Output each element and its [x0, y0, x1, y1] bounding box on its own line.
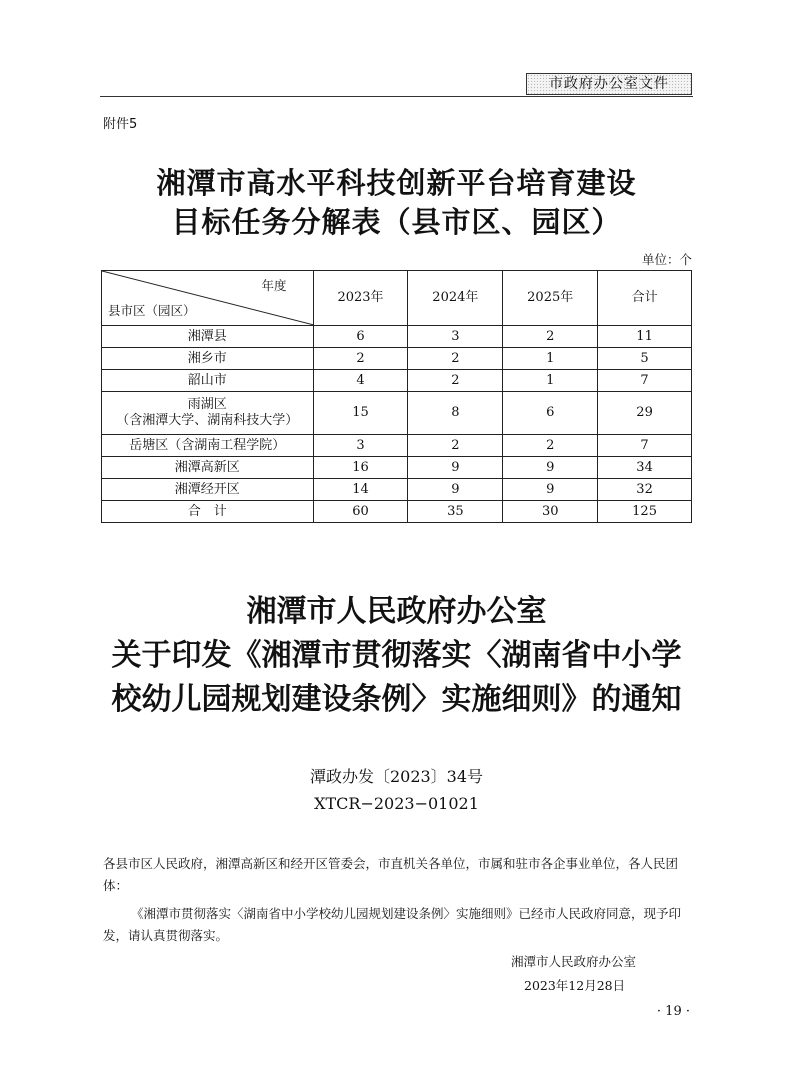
table-total-row — [102, 501, 692, 523]
cell-value: 35 — [408, 501, 503, 523]
cell-value: 1 — [503, 370, 598, 392]
cell-value: 32 — [598, 479, 692, 501]
cell-value: 60 — [313, 501, 408, 523]
cell-value: 11 — [598, 326, 692, 348]
cell-value: 15 — [313, 392, 408, 435]
cell-value: 2 — [503, 326, 598, 348]
cell-value: 5 — [598, 348, 692, 370]
row-name: 湘乡市 — [102, 348, 314, 370]
doc2-title-line2: 关于印发《湘潭市贯彻落实〈湖南省中小学 — [111, 638, 682, 673]
doc2-title-line3: 校幼儿园规划建设条例〉实施细则》的通知 — [111, 682, 682, 717]
table-row — [102, 457, 692, 479]
row-name-line2: （含湘潭大学、湖南科技大学） — [116, 413, 299, 428]
cell-value: 7 — [598, 435, 692, 457]
cell-value: 30 — [503, 501, 598, 523]
cell-value: 34 — [598, 457, 692, 479]
header-badge: 市政府办公室文件 — [526, 73, 692, 95]
cell-value: 1 — [503, 348, 598, 370]
corner-year-label: 年度 — [261, 278, 287, 293]
cell-value: 3 — [313, 435, 408, 457]
cell-value: 8 — [408, 392, 503, 435]
column-header: 2023年 — [313, 271, 408, 326]
row-name: 韶山市 — [102, 370, 314, 392]
signature-issuer: 湘潭市人民政府办公室 — [511, 954, 637, 969]
cell-value: 9 — [408, 457, 503, 479]
row-name: 湘潭高新区 — [102, 457, 314, 479]
cell-value: 2 — [408, 370, 503, 392]
cell-value: 6 — [313, 326, 408, 348]
cell-value: 9 — [408, 479, 503, 501]
table-row — [102, 348, 692, 370]
addressee-paragraph: 各县市区人民政府，湘潭高新区和经开区管委会，市直机关各单位，市属和驻市各企事业单位，各人民团体： — [103, 856, 679, 893]
cell-value: 2 — [313, 348, 408, 370]
cell-value: 2 — [503, 435, 598, 457]
page-number: · 19 · — [656, 1004, 690, 1019]
table-row — [102, 326, 692, 348]
doc1-title-line1: 湘潭市高水平科技创新平台培育建设 — [156, 166, 637, 200]
cell-value: 2 — [408, 435, 503, 457]
doc2-title-line1: 湘潭市人民政府办公室 — [246, 594, 547, 629]
signature-date: 2023年12月28日 — [524, 978, 626, 993]
registration-number: XTCR−2023−01021 — [314, 794, 479, 813]
cell-value: 16 — [313, 457, 408, 479]
row-name: 岳塘区（含湖南工程学院） — [102, 435, 314, 457]
header-divider — [100, 96, 693, 97]
column-header: 2024年 — [408, 271, 503, 326]
table-row — [102, 435, 692, 457]
table-corner-cell — [102, 271, 314, 326]
doc1-title-line2: 目标任务分解表（县市区、园区） — [171, 205, 622, 239]
cell-value: 9 — [503, 479, 598, 501]
table-row — [102, 392, 692, 435]
cell-value: 14 — [313, 479, 408, 501]
table-row — [102, 479, 692, 501]
unit-label: 单位：个 — [641, 252, 692, 267]
row-name — [102, 392, 314, 435]
cell-value: 9 — [503, 457, 598, 479]
row-name: 湘潭县 — [102, 326, 314, 348]
document-number: 潭政办发〔2023〕34号 — [309, 767, 484, 786]
attachment-label: 附件5 — [103, 117, 138, 132]
row-name: 湘潭经开区 — [102, 479, 314, 501]
cell-value: 29 — [598, 392, 692, 435]
table-header-row — [102, 271, 692, 326]
corner-district-label: 县市区（园区） — [108, 303, 196, 318]
cell-value: 7 — [598, 370, 692, 392]
cell-value: 6 — [503, 392, 598, 435]
target-table — [101, 270, 692, 523]
column-header: 合计 — [598, 271, 692, 326]
cell-value: 125 — [598, 501, 692, 523]
table-row — [102, 370, 692, 392]
row-name-line1: 雨湖区 — [187, 397, 227, 412]
cell-value: 3 — [408, 326, 503, 348]
row-name: 合 计 — [102, 501, 314, 523]
cell-value: 4 — [313, 370, 408, 392]
body-paragraph: 《湘潭市贯彻落实〈湖南省中小学校幼儿园规划建设条例〉实施细则》已经市人民政府同意，现予印发，请认真贯彻落实。 — [103, 906, 682, 943]
column-header: 2025年 — [503, 271, 598, 326]
cell-value: 2 — [408, 348, 503, 370]
